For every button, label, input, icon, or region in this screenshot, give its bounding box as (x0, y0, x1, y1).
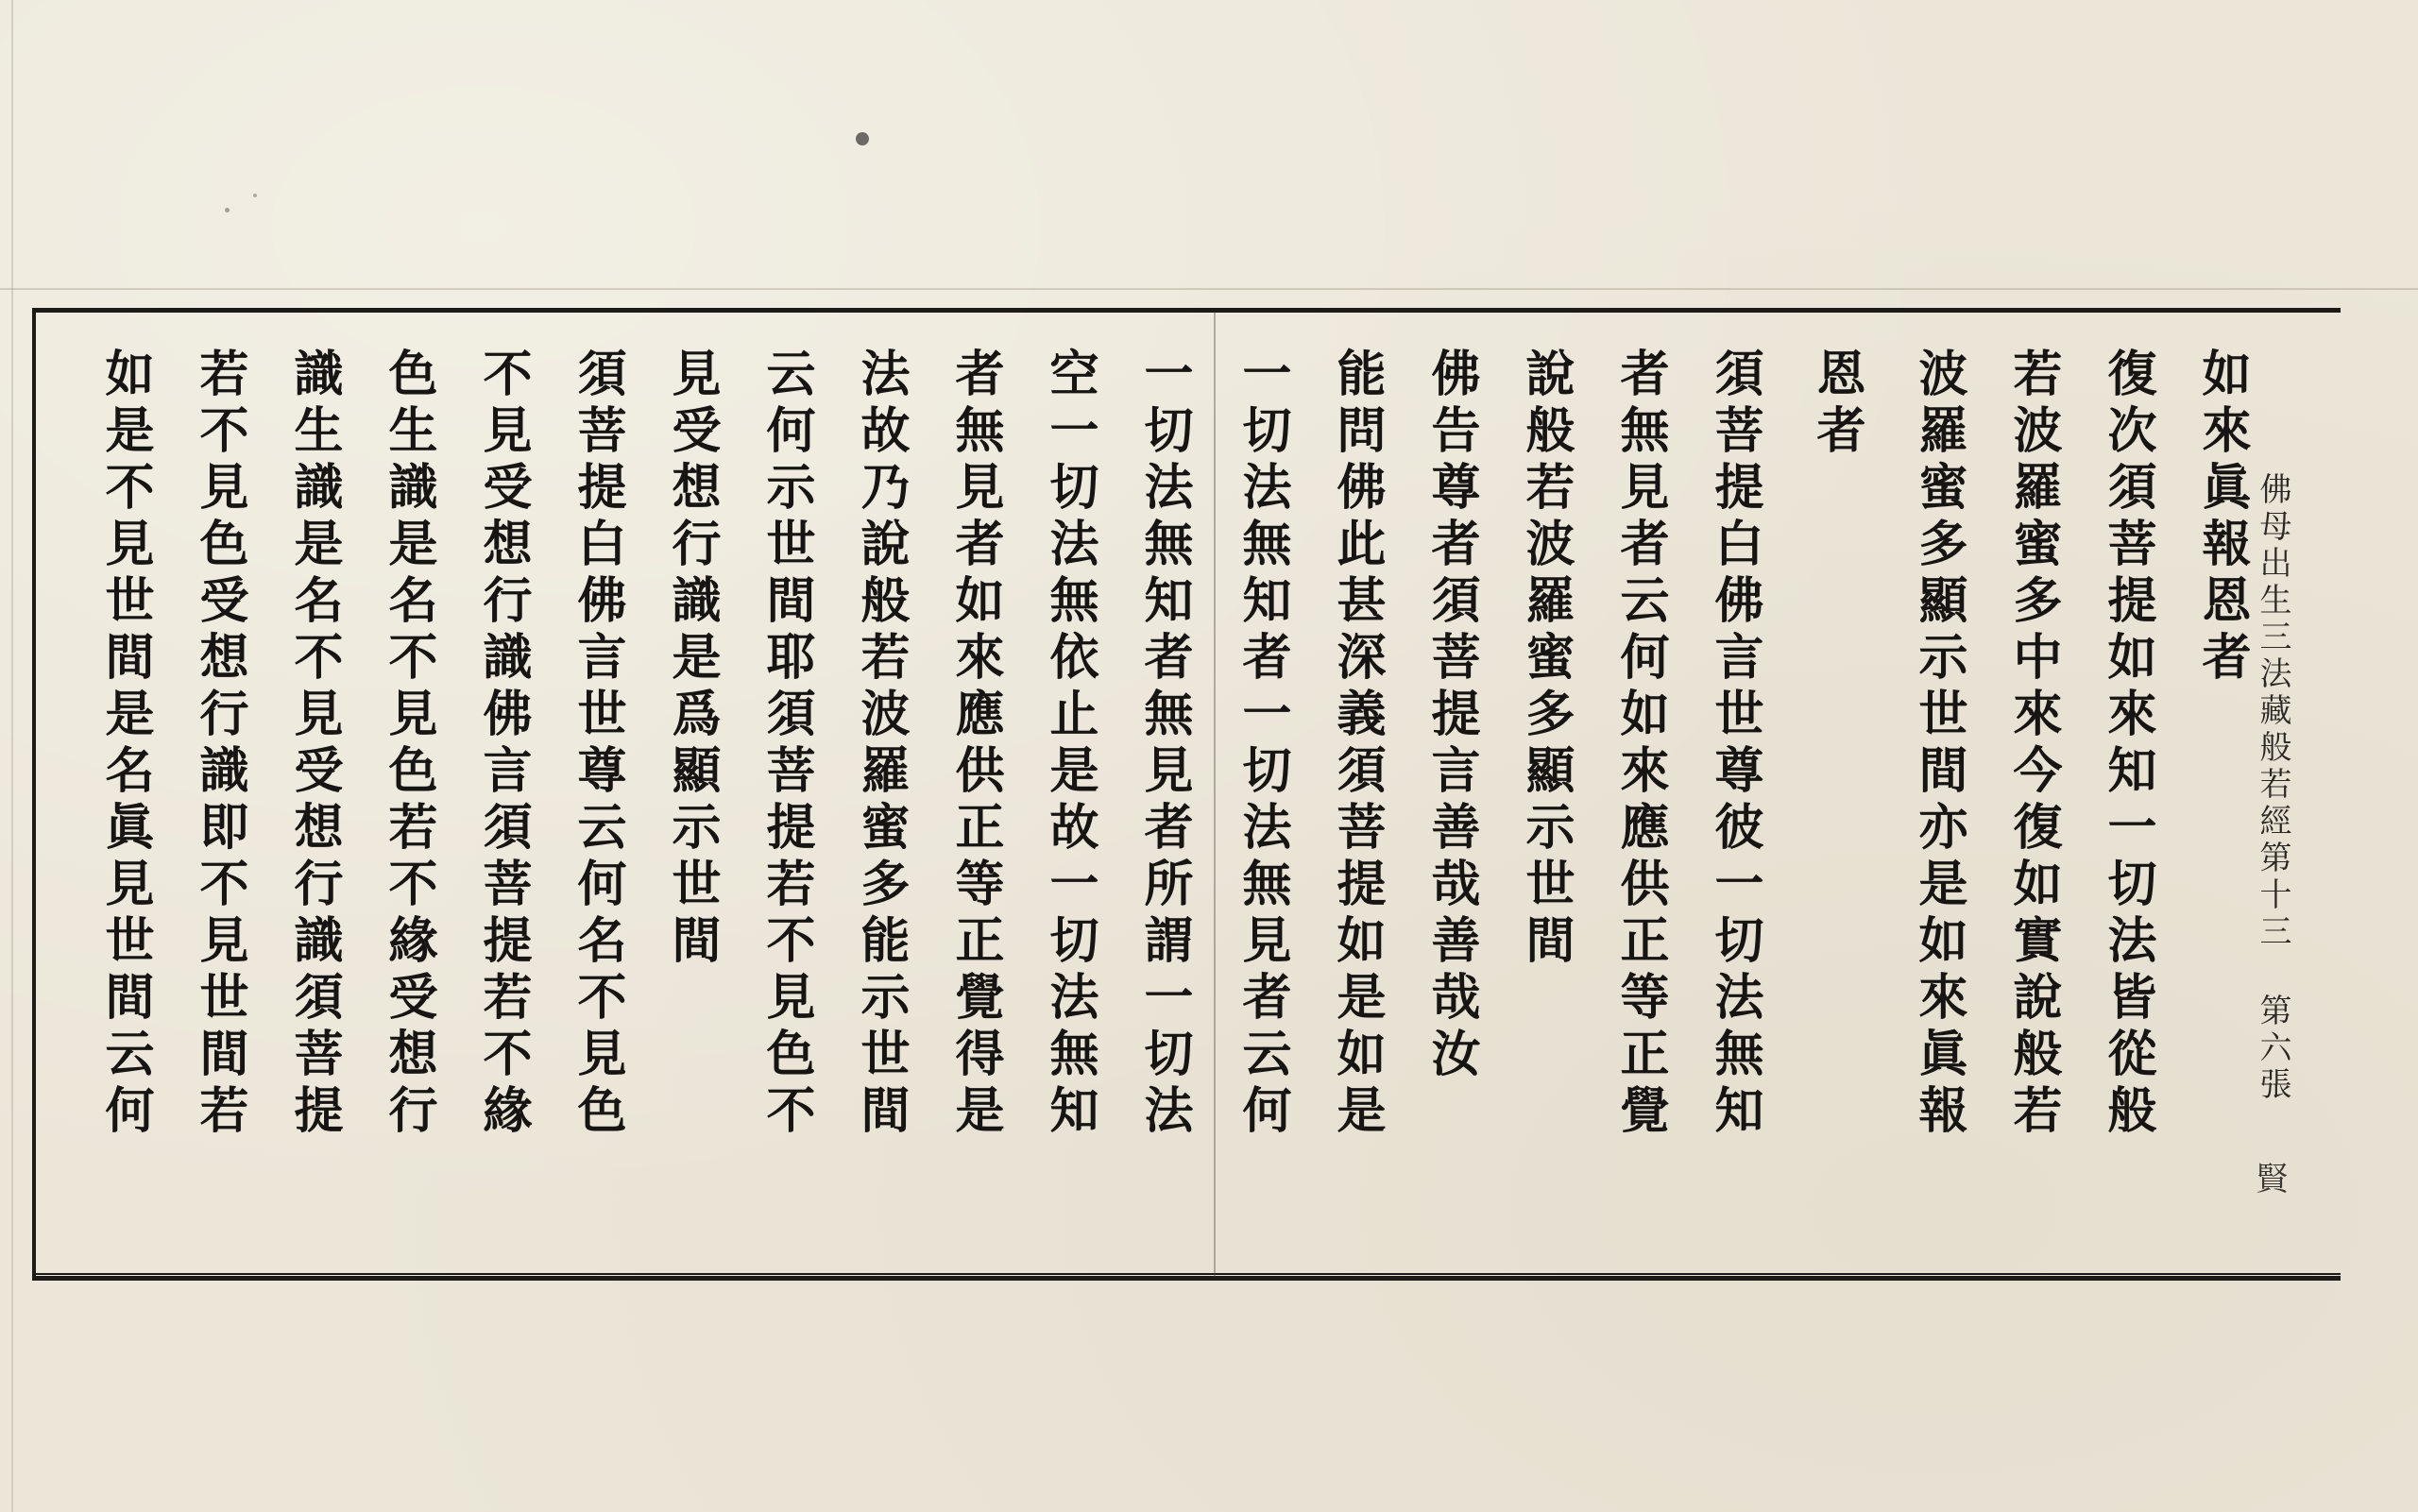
text-column: 者無見者如來應供正等正覺得是 (946, 348, 1004, 1141)
text-column: 不見受想行識佛言須菩提若不緣 (474, 348, 532, 1141)
text-column: 須菩提白佛言世尊彼一切法無知 (1706, 348, 1763, 1141)
text-column: 色生識是名不見色若不緣受想行 (380, 348, 437, 1141)
text-column: 若不見色受想行識即不見世間若 (191, 348, 248, 1141)
page-center-fold (1214, 312, 1216, 1277)
text-column: 復次須菩提如來知一切法皆從般 (2099, 348, 2156, 1141)
text-column: 須菩提白佛言世尊云何名不見色 (569, 348, 626, 1141)
text-column: 說般若波羅蜜多顯示世間 (1517, 348, 1575, 971)
text-frame-inner-rule (32, 1273, 2341, 1275)
text-column: 波羅蜜多顯示世間亦是如來眞報 (1910, 348, 1967, 1141)
text-column: 見受想行識是爲顯示世間 (663, 348, 721, 971)
text-column: 佛告尊者須菩提言善哉善哉汝 (1422, 348, 1480, 1084)
text-column: 若波羅蜜多中來今復如實說般若 (2004, 348, 2062, 1141)
text-column: 恩者 (1808, 348, 1865, 461)
text-column: 空一切法無依止是故一切法無知 (1041, 348, 1098, 1141)
paper-fold-line (0, 288, 2418, 290)
text-column: 一切法無知者一切法無見者云何 (1234, 348, 1291, 1141)
text-column: 如是不見世間是名眞見世間云何 (96, 348, 154, 1141)
paper-speck (253, 194, 257, 197)
text-column: 法故乃說般若波羅蜜多能示世間 (852, 348, 910, 1141)
text-column: 云何示世間耶須菩提若不見色不 (758, 348, 815, 1141)
text-column: 能問佛此甚深義須菩提如是如是 (1328, 348, 1386, 1141)
text-column: 識生識是名不見受想行識須菩提 (285, 348, 343, 1141)
paper-edge-line (11, 0, 13, 1512)
text-column: 一切法無知者無見者所謂一切法 (1135, 348, 1193, 1141)
margin-mark: 賢 (2250, 1162, 2288, 1194)
text-column: 如來眞報恩者 (2193, 348, 2251, 688)
text-column: 者無見者云何如來應供正等正覺 (1611, 348, 1669, 1141)
paper-speck (225, 208, 230, 212)
paper-speck (856, 132, 869, 145)
margin-title: 佛母出生三法藏般若經第十三 第六張 (2254, 472, 2291, 1104)
